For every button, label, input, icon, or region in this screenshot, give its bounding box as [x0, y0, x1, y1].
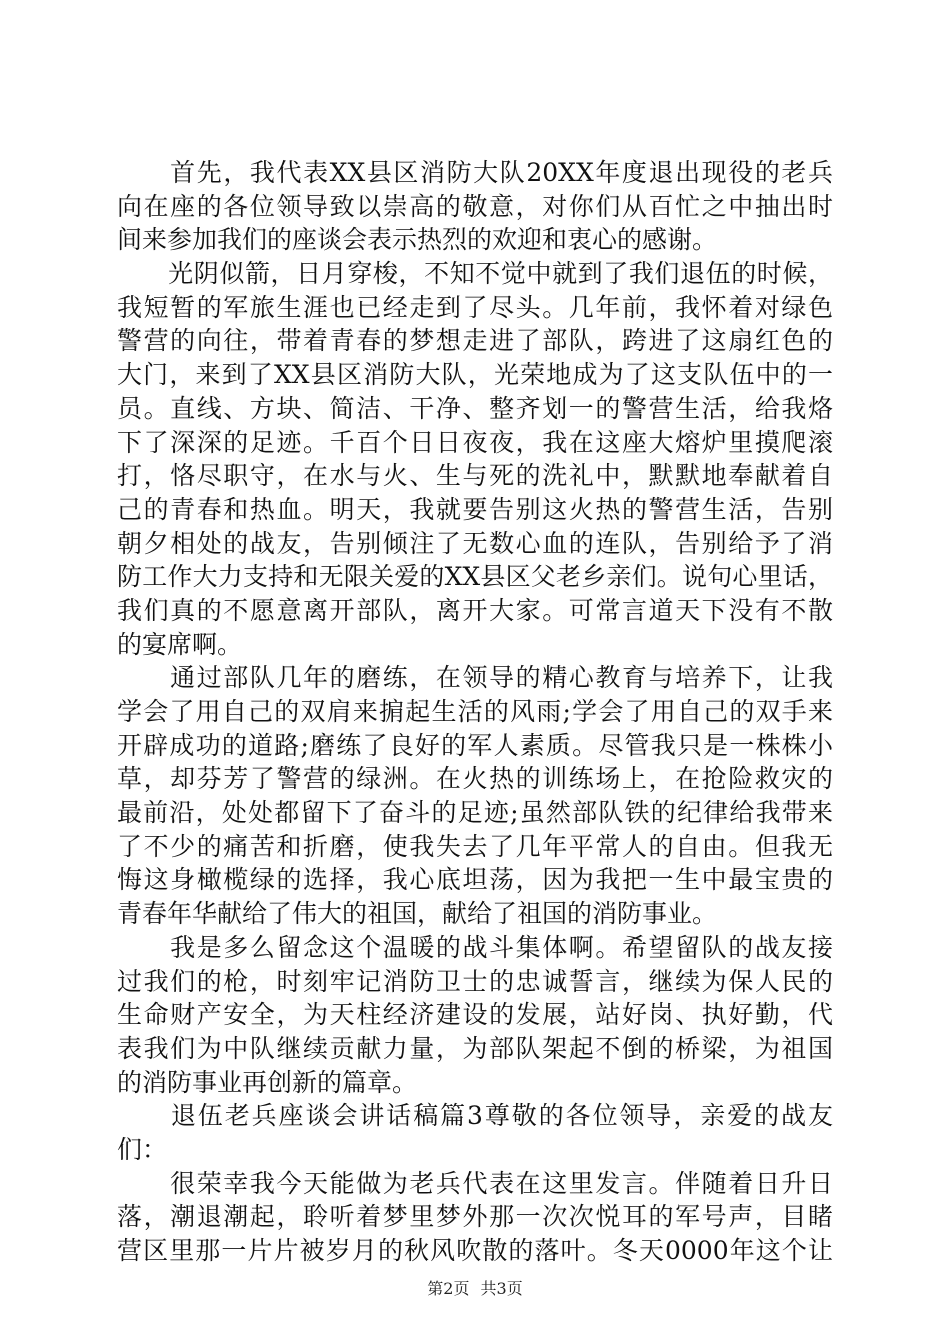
text-line: 学会了用自己的双肩来掮起生活的风雨;学会了用自己的双手来 [117, 697, 833, 726]
page-number: 第2页 [427, 1279, 470, 1298]
text-line: 青春年华献给了伟大的祖国，献给了祖国的消防事业。 [117, 899, 718, 929]
page-footer [0, 1276, 950, 1299]
text-line: 草，却芬芳了警营的绿洲。在火热的训练场上，在抢险救灾的 [117, 764, 833, 794]
document-body [117, 156, 833, 1268]
text-line: 防工作大力支持和无限关爱的XX县区父老乡亲们。说句心里话， [117, 562, 833, 592]
text-line: 退伍老兵座谈会讲话稿篇3尊敬的各位领导，亲爱的战友 [117, 1101, 833, 1131]
text-line: 朝夕相处的战友，告别倾注了无数心血的连队，告别给予了消 [117, 528, 833, 558]
text-line: 悔这身橄榄绿的选择，我心底坦荡，因为我把一生中最宝贵的 [117, 865, 833, 895]
text-line: 光阴似箭，日月穿梭，不知不觉中就到了我们退伍的时候， [117, 259, 833, 289]
text-line: 的宴席啊。 [117, 629, 243, 659]
text-line: 开辟成功的道路;磨练了良好的军人素质。尽管我只是一株株小 [117, 730, 833, 760]
text-line: 向在座的各位领导致以崇高的敬意，对你们从百忙之中抽出时 [117, 191, 833, 221]
text-line: 很荣幸我今天能做为老兵代表在这里发言。伴随着日升日 [117, 1168, 833, 1198]
page-total: 共3页 [480, 1279, 523, 1298]
text-line: 落，潮退潮起，聆听着梦里梦外那一次次悦耳的军号声，目睹 [117, 1202, 833, 1232]
text-line: 间来参加我们的座谈会表示热烈的欢迎和衷心的感谢。 [117, 225, 718, 255]
text-line: 通过部队几年的磨练，在领导的精心教育与培养下，让我 [117, 663, 833, 693]
text-line: 们： [117, 1134, 168, 1164]
text-line: 的消防事业再创新的篇章。 [117, 1067, 418, 1097]
text-line: 大门，来到了XX县区消防大队，光荣地成为了这支队伍中的一 [117, 360, 833, 390]
text-line: 我短暂的军旅生涯也已经走到了尽头。几年前，我怀着对绿色 [117, 292, 833, 322]
text-line: 下了深深的足迹。千百个日日夜夜，我在这座大熔炉里摸爬滚 [117, 427, 833, 457]
text-line: 警营的向往，带着青春的梦想走进了部队，跨进了这扇红色的 [117, 326, 833, 356]
text-line: 打，恪尽职守，在水与火、生与死的洗礼中，默默地奉献着自 [117, 461, 833, 491]
text-line: 我是多么留念这个温暖的战斗集体啊。希望留队的战友接 [117, 932, 833, 962]
text-line: 最前沿，处处都留下了奋斗的足迹;虽然部队铁的纪律给我带来 [117, 798, 833, 828]
text-line: 了不少的痛苦和折磨，使我失去了几年平常人的自由。但我无 [117, 831, 833, 861]
text-line: 过我们的枪，时刻牢记消防卫士的忠诚誓言，继续为保人民的 [117, 966, 833, 996]
text-line: 己的青春和热血。明天，我就要告别这火热的警营生活，告别 [117, 494, 833, 524]
text-line: 员。直线、方块、简洁、干净、整齐划一的警营生活，给我烙 [117, 393, 833, 423]
text-line: 我们真的不愿意离开部队，离开大家。可常言道天下没有不散 [117, 595, 833, 625]
text-line: 营区里那一片片被岁月的秋风吹散的落叶。冬天0000年这个让 [117, 1236, 833, 1265]
text-line: 首先，我代表XX县区消防大队20XX年度退出现役的老兵 [117, 158, 833, 187]
text-line: 生命财产安全，为天柱经济建设的发展，站好岗、执好勤，代 [117, 1000, 833, 1030]
text-line: 表我们为中队继续贡献力量，为部队架起不倒的桥梁，为祖国 [117, 1033, 833, 1063]
